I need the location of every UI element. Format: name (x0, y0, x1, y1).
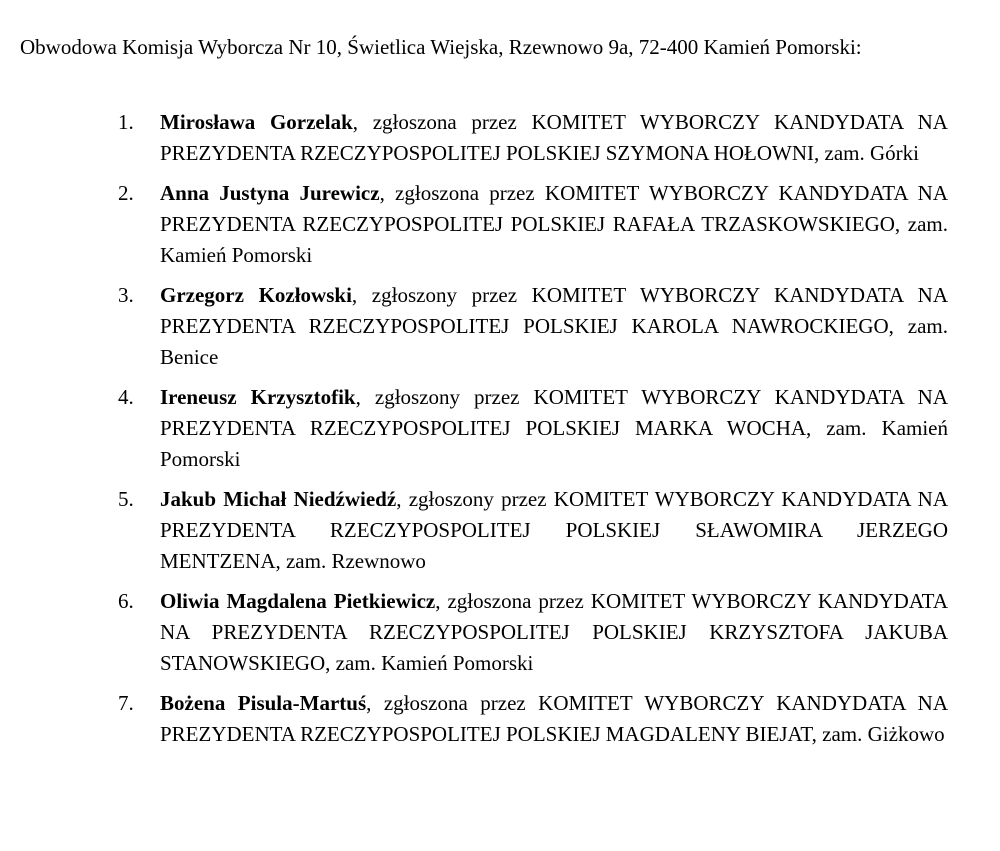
list-item (118, 688, 948, 750)
member-name: Oliwia Magdalena Pietkiewicz (160, 589, 436, 613)
member-name: Jakub Michał Niedźwiedź (160, 487, 397, 511)
member-name: Grzegorz Kozłowski (160, 283, 352, 307)
item-number: 2. (118, 181, 134, 205)
member-details: , zgłoszona przez KOMITET WYBORCZY KANDYDATA NA PREZYDENTA RZECZYPOSPOLITEJ POLSKIEJ RAFAŁA TRZASKOWSKIEGO, zam. Kamień Pomorski (160, 181, 948, 267)
member-details: , zgłoszona przez KOMITET WYBORCZY KANDYDATA NA PREZYDENTA RZECZYPOSPOLITEJ POLSKIEJ MAGDALENY BIEJAT, zam. Giżkowo (160, 691, 948, 746)
item-number: 6. (118, 589, 134, 613)
member-details: , zgłoszona przez KOMITET WYBORCZY KANDYDATA NA PREZYDENTA RZECZYPOSPOLITEJ POLSKIEJ KRZYSZTOFA JAKUBA STANOWSKIEGO, zam. Kamień Pomorski (160, 589, 948, 675)
member-name: Bożena Pisula-Martuś (160, 691, 367, 715)
list-item (118, 107, 948, 169)
commission-heading: Obwodowa Komisja Wyborcza Nr 10, Świetlica Wiejska, Rzewnowo 9a, 72-400 Kamień Pomorski: (20, 35, 862, 59)
item-number: 3. (118, 283, 134, 307)
member-details: , zgłoszony przez KOMITET WYBORCZY KANDYDATA NA PREZYDENTA RZECZYPOSPOLITEJ POLSKIEJ SŁAWOMIRA JERZEGO MENTZENA, zam. Rzewnowo (160, 487, 948, 573)
members-list (118, 107, 948, 759)
item-number: 5. (118, 487, 134, 511)
member-details: , zgłoszona przez KOMITET WYBORCZY KANDYDATA NA PREZYDENTA RZECZYPOSPOLITEJ POLSKIEJ SZYMONA HOŁOWNI, zam. Górki (160, 110, 948, 165)
list-item (118, 280, 948, 373)
member-details: , zgłoszony przez KOMITET WYBORCZY KANDYDATA NA PREZYDENTA RZECZYPOSPOLITEJ POLSKIEJ MARKA WOCHA, zam. Kamień Pomorski (160, 385, 949, 471)
member-name: Ireneusz Krzysztofik (160, 385, 356, 409)
member-details: , zgłoszony przez KOMITET WYBORCZY KANDYDATA NA PREZYDENTA RZECZYPOSPOLITEJ POLSKIEJ KAROLA NAWROCKIEGO, zam. Benice (160, 283, 949, 369)
item-number: 7. (118, 691, 134, 715)
list-item (118, 586, 948, 679)
list-item (118, 382, 948, 475)
list-item (118, 484, 948, 577)
item-number: 1. (118, 110, 134, 134)
list-item (118, 178, 948, 271)
member-name: Anna Justyna Jurewicz (160, 181, 380, 205)
item-number: 4. (118, 385, 134, 409)
member-name: Mirosława Gorzelak (160, 110, 353, 134)
